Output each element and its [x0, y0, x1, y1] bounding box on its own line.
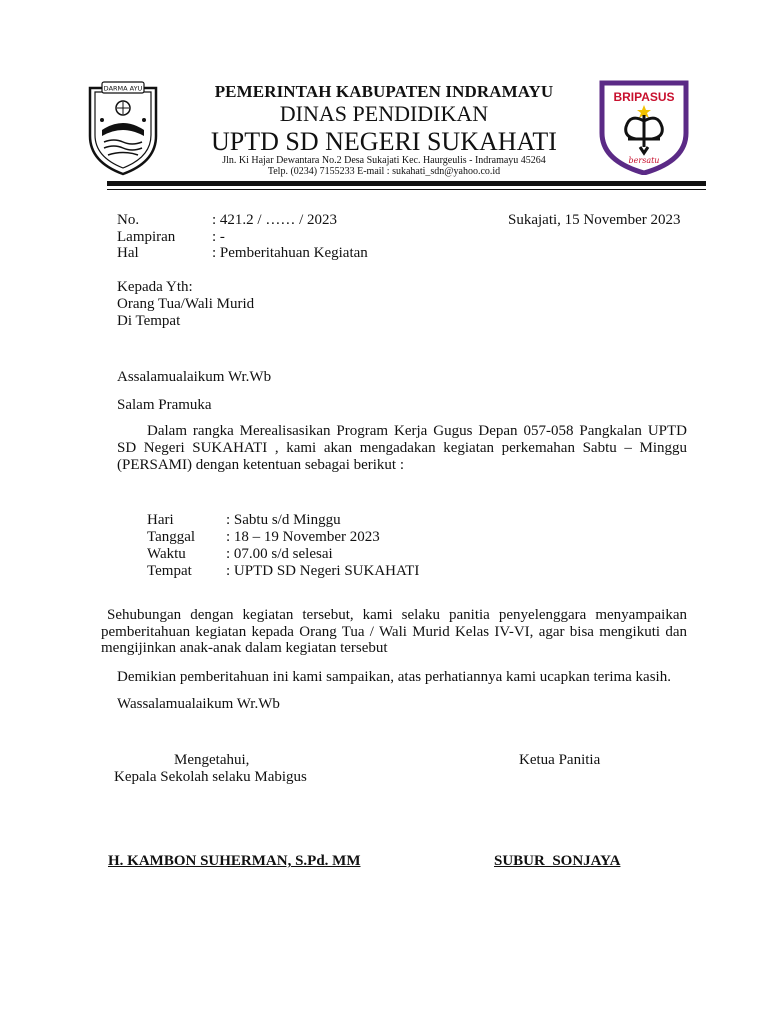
logo-banner-text: DARMA AYU — [103, 84, 143, 93]
detail-value-date: : 18 – 19 November 2023 — [226, 529, 380, 545]
logo-title-text: BRIPASUS — [613, 90, 675, 104]
subject-value: : Pemberitahuan Kegiatan — [212, 245, 368, 261]
detail-label-day: Hari — [147, 512, 174, 528]
school-name: UPTD SD NEGERI SUKAHATI — [211, 127, 557, 156]
detail-label-place: Tempat — [147, 563, 192, 579]
paragraph2-line3: mengijinkan anak-anak dalam kegiatan tersebut — [101, 640, 388, 656]
school-contact: Telp. (0234) 7155233 E-mail : sukahati_sdn@yahoo.co.id — [267, 166, 501, 177]
signature-right-name: SUBUR SONJAYA — [494, 853, 621, 869]
paragraph2-line2: pemberitahuan kegiatan kepada Orang Tua / Wali Murid Kelas IV-VI, agar bisa mengikuti dan — [101, 624, 687, 640]
detail-value-time: : 07.00 s/d selesai — [226, 546, 333, 562]
letter-date: Sukajati, 15 November 2023 — [508, 212, 681, 228]
attachment-label: Lampiran — [117, 229, 176, 245]
paragraph1-line1: Dalam rangka Merealisasikan Program Kerja Gugus Depan 057-058 Pangkalan UPTD — [147, 423, 687, 439]
recipient-name: Orang Tua/Wali Murid — [117, 296, 255, 312]
number-value: : 421.2 / …… / 2023 — [212, 212, 338, 228]
detail-value-place: : UPTD SD Negeri SUKAHATI — [226, 563, 420, 579]
bripasus-scout-logo — [596, 77, 692, 175]
header-divider-thick — [107, 181, 706, 186]
signature-left-role: Kepala Sekolah selaku Mabigus — [114, 769, 307, 785]
scout-greeting: Salam Pramuka — [117, 397, 212, 413]
logo-script-text: bersatu — [628, 156, 660, 165]
govt-name: PEMERINTAH KABUPATEN INDRAMAYU — [214, 82, 554, 101]
recipient-place: Di Tempat — [117, 313, 181, 329]
detail-value-day: : Sabtu s/d Minggu — [226, 512, 341, 528]
school-address: Jln. Ki Hajar Dewantara No.2 Desa Sukajati Kec. Haurgeulis - Indramayu 45264 — [222, 155, 546, 166]
opening-greeting: Assalamualaikum Wr.Wb — [117, 369, 272, 385]
header-divider-thin — [107, 189, 706, 190]
paragraph1-line2: SD Negeri SUKAHATI , kami akan mengadakan kegiatan perkemahan Sabtu – Minggu — [117, 440, 687, 456]
detail-label-date: Tanggal — [147, 529, 196, 545]
detail-label-time: Waktu — [147, 546, 186, 562]
closing-greeting: Wassalamualaikum Wr.Wb — [117, 696, 280, 712]
paragraph2-line1: Sehubungan dengan kegiatan tersebut, kami selaku panitia penyelenggara menyampaikan — [107, 607, 687, 623]
attachment-value: : - — [212, 229, 225, 245]
paragraph1-line3: (PERSAMI) dengan ketentuan sebagai berikut : — [117, 457, 405, 473]
department-name: DINAS PENDIDIKAN — [279, 101, 489, 126]
signature-right-role: Ketua Panitia — [519, 752, 601, 768]
signature-left-name: H. KAMBON SUHERMAN, S.Pd. MM — [108, 853, 361, 869]
recipient-salutation: Kepada Yth: — [117, 279, 193, 295]
signature-left-title: Mengetahui, — [174, 752, 250, 768]
closing-paragraph: Demikian pemberitahuan ini kami sampaikan, atas perhatiannya kami ucapkan terima kasih. — [117, 669, 671, 685]
subject-label: Hal — [117, 245, 139, 261]
number-label: No. — [117, 212, 140, 228]
